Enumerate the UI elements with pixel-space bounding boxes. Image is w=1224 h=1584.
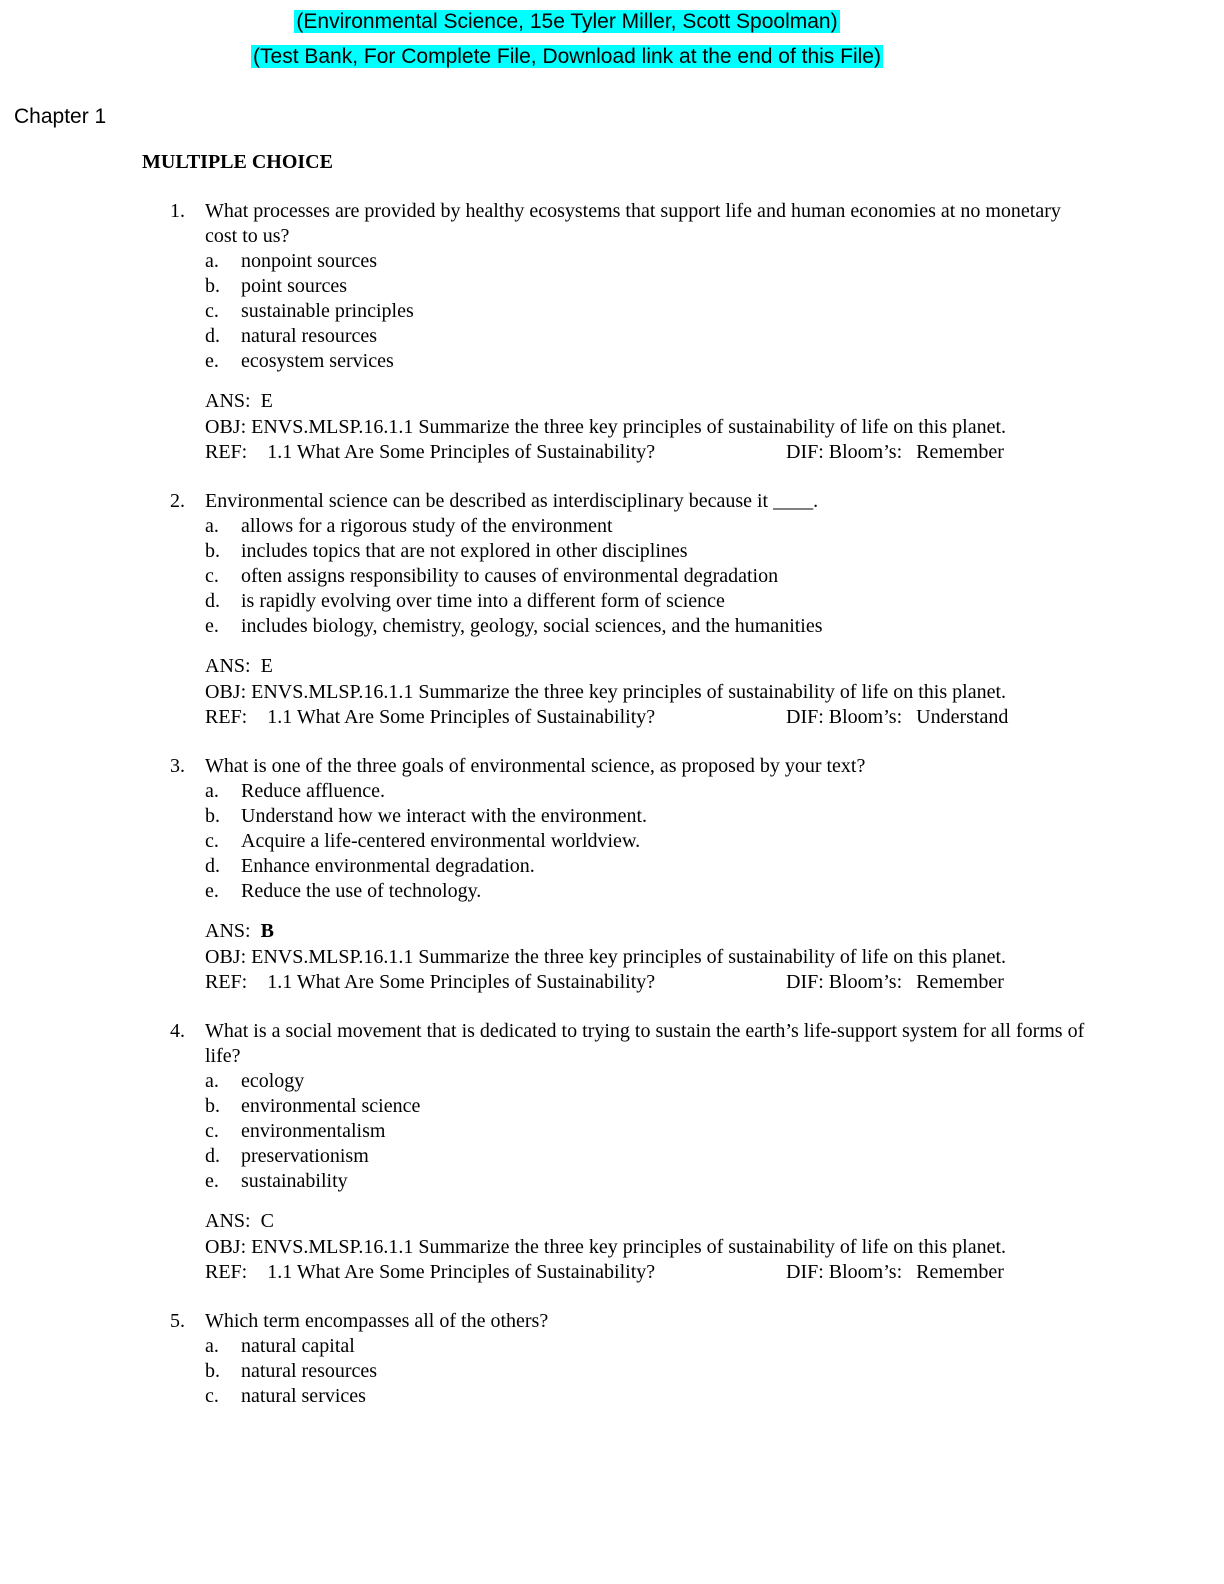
option-b: b. Understand how we interact with the environment.: [205, 805, 647, 827]
answer-line: ANS: E: [205, 655, 273, 677]
difficulty-line: DIF: Bloom’s: Remember: [786, 441, 1004, 463]
answer-meta: [0, 919, 1224, 996]
option-a: a. Reduce affluence.: [205, 780, 385, 802]
question-5: [0, 1309, 1224, 1409]
header-title-line: (Environmental Science, 15e Tyler Miller, Scott Spoolman): [296, 10, 838, 33]
difficulty-line: DIF: Bloom’s: Remember: [786, 971, 1004, 993]
option-b: b. natural resources: [205, 1360, 378, 1382]
answer-line: ANS: B: [205, 920, 274, 942]
answer-line: ANS: E: [205, 390, 273, 412]
option-list: [0, 1334, 1224, 1409]
answer-value: B: [260, 920, 274, 942]
question-text: Environmental science can be described as interdisciplinary because it ____.: [205, 490, 819, 512]
header-download-note: (Test Bank, For Complete File, Download link at the end of this File): [253, 45, 881, 68]
chapter-heading: Chapter 1: [14, 105, 107, 128]
question-number: 5.: [170, 1310, 185, 1332]
reference-line: REF: 1.1 What Are Some Principles of Sustainability?: [205, 971, 656, 993]
option-list: [0, 779, 1224, 904]
option-d: d. is rapidly evolving over time into a different form of science: [205, 590, 725, 612]
option-b: b. includes topics that are not explored in other disciplines: [205, 540, 688, 562]
answer-meta: [0, 389, 1224, 466]
option-d: d. natural resources: [205, 325, 378, 347]
objective-line: OBJ: ENVS.MLSP.16.1.1 Summarize the three key principles of sustainability of life on this planet.: [205, 680, 1007, 703]
difficulty-line: DIF: Bloom’s: Remember: [786, 1261, 1004, 1283]
option-e: e. ecosystem services: [205, 350, 394, 372]
option-c: c. natural services: [205, 1385, 366, 1407]
option-d: d. Enhance environmental degradation.: [205, 855, 535, 877]
option-a: a. natural capital: [205, 1335, 355, 1357]
question-number: 3.: [170, 755, 185, 777]
question-number: 4.: [170, 1020, 185, 1042]
option-a: a. ecology: [205, 1070, 305, 1092]
question-text: Which term encompasses all of the others?: [205, 1310, 549, 1332]
question-number: 1.: [170, 200, 185, 222]
reference-line: REF: 1.1 What Are Some Principles of Sustainability?: [205, 1261, 656, 1283]
reference-line: REF: 1.1 What Are Some Principles of Sustainability?: [205, 441, 656, 463]
reference-line: REF: 1.1 What Are Some Principles of Sustainability?: [205, 706, 656, 728]
option-a: a. nonpoint sources: [205, 250, 378, 272]
option-a: a. allows for a rigorous study of the environment: [205, 515, 613, 537]
question-3: [0, 754, 1224, 996]
question-text: What is one of the three goals of environmental science, as proposed by your text?: [205, 755, 866, 777]
difficulty-line: DIF: Bloom’s: Understand: [786, 706, 1009, 728]
option-c: c. Acquire a life-centered environmental worldview.: [205, 830, 641, 852]
answer-line: ANS: C: [205, 1210, 274, 1232]
option-e: e. Reduce the use of technology.: [205, 880, 482, 902]
objective-line: OBJ: ENVS.MLSP.16.1.1 Summarize the three key principles of sustainability of life on this planet.: [205, 1235, 1007, 1258]
answer-value: E: [260, 390, 273, 412]
question-number: 2.: [170, 490, 185, 512]
option-list: [0, 1069, 1224, 1194]
option-c: c. often assigns responsibility to causes of environmental degradation: [205, 565, 779, 587]
section-heading: MULTIPLE CHOICE: [142, 151, 333, 173]
objective-line: OBJ: ENVS.MLSP.16.1.1 Summarize the three key principles of sustainability of life on this planet.: [205, 415, 1007, 438]
question-2: [0, 489, 1224, 731]
question-text: What processes are provided by healthy ecosystems that support life and human economies at no monetary cost to us?: [205, 200, 1061, 247]
option-c: c. sustainable principles: [205, 300, 414, 322]
option-b: b. environmental science: [205, 1095, 421, 1117]
option-list: [0, 249, 1224, 374]
answer-value: C: [260, 1210, 274, 1232]
answer-meta: [0, 1209, 1224, 1286]
option-list: [0, 514, 1224, 639]
question-text: What is a social movement that is dedicated to trying to sustain the earth’s life-support system for all forms of life?: [205, 1020, 1085, 1067]
question-4: [0, 1019, 1224, 1286]
option-e: e. sustainability: [205, 1170, 348, 1192]
answer-meta: [0, 654, 1224, 731]
option-c: c. environmentalism: [205, 1120, 386, 1142]
option-e: e. includes biology, chemistry, geology, social sciences, and the humanities: [205, 615, 823, 637]
question-list: [0, 199, 1224, 1432]
answer-value: E: [260, 655, 273, 677]
option-d: d. preservationism: [205, 1145, 369, 1167]
objective-line: OBJ: ENVS.MLSP.16.1.1 Summarize the three key principles of sustainability of life on this planet.: [205, 945, 1007, 968]
question-1: [0, 199, 1224, 466]
option-b: b. point sources: [205, 275, 348, 297]
